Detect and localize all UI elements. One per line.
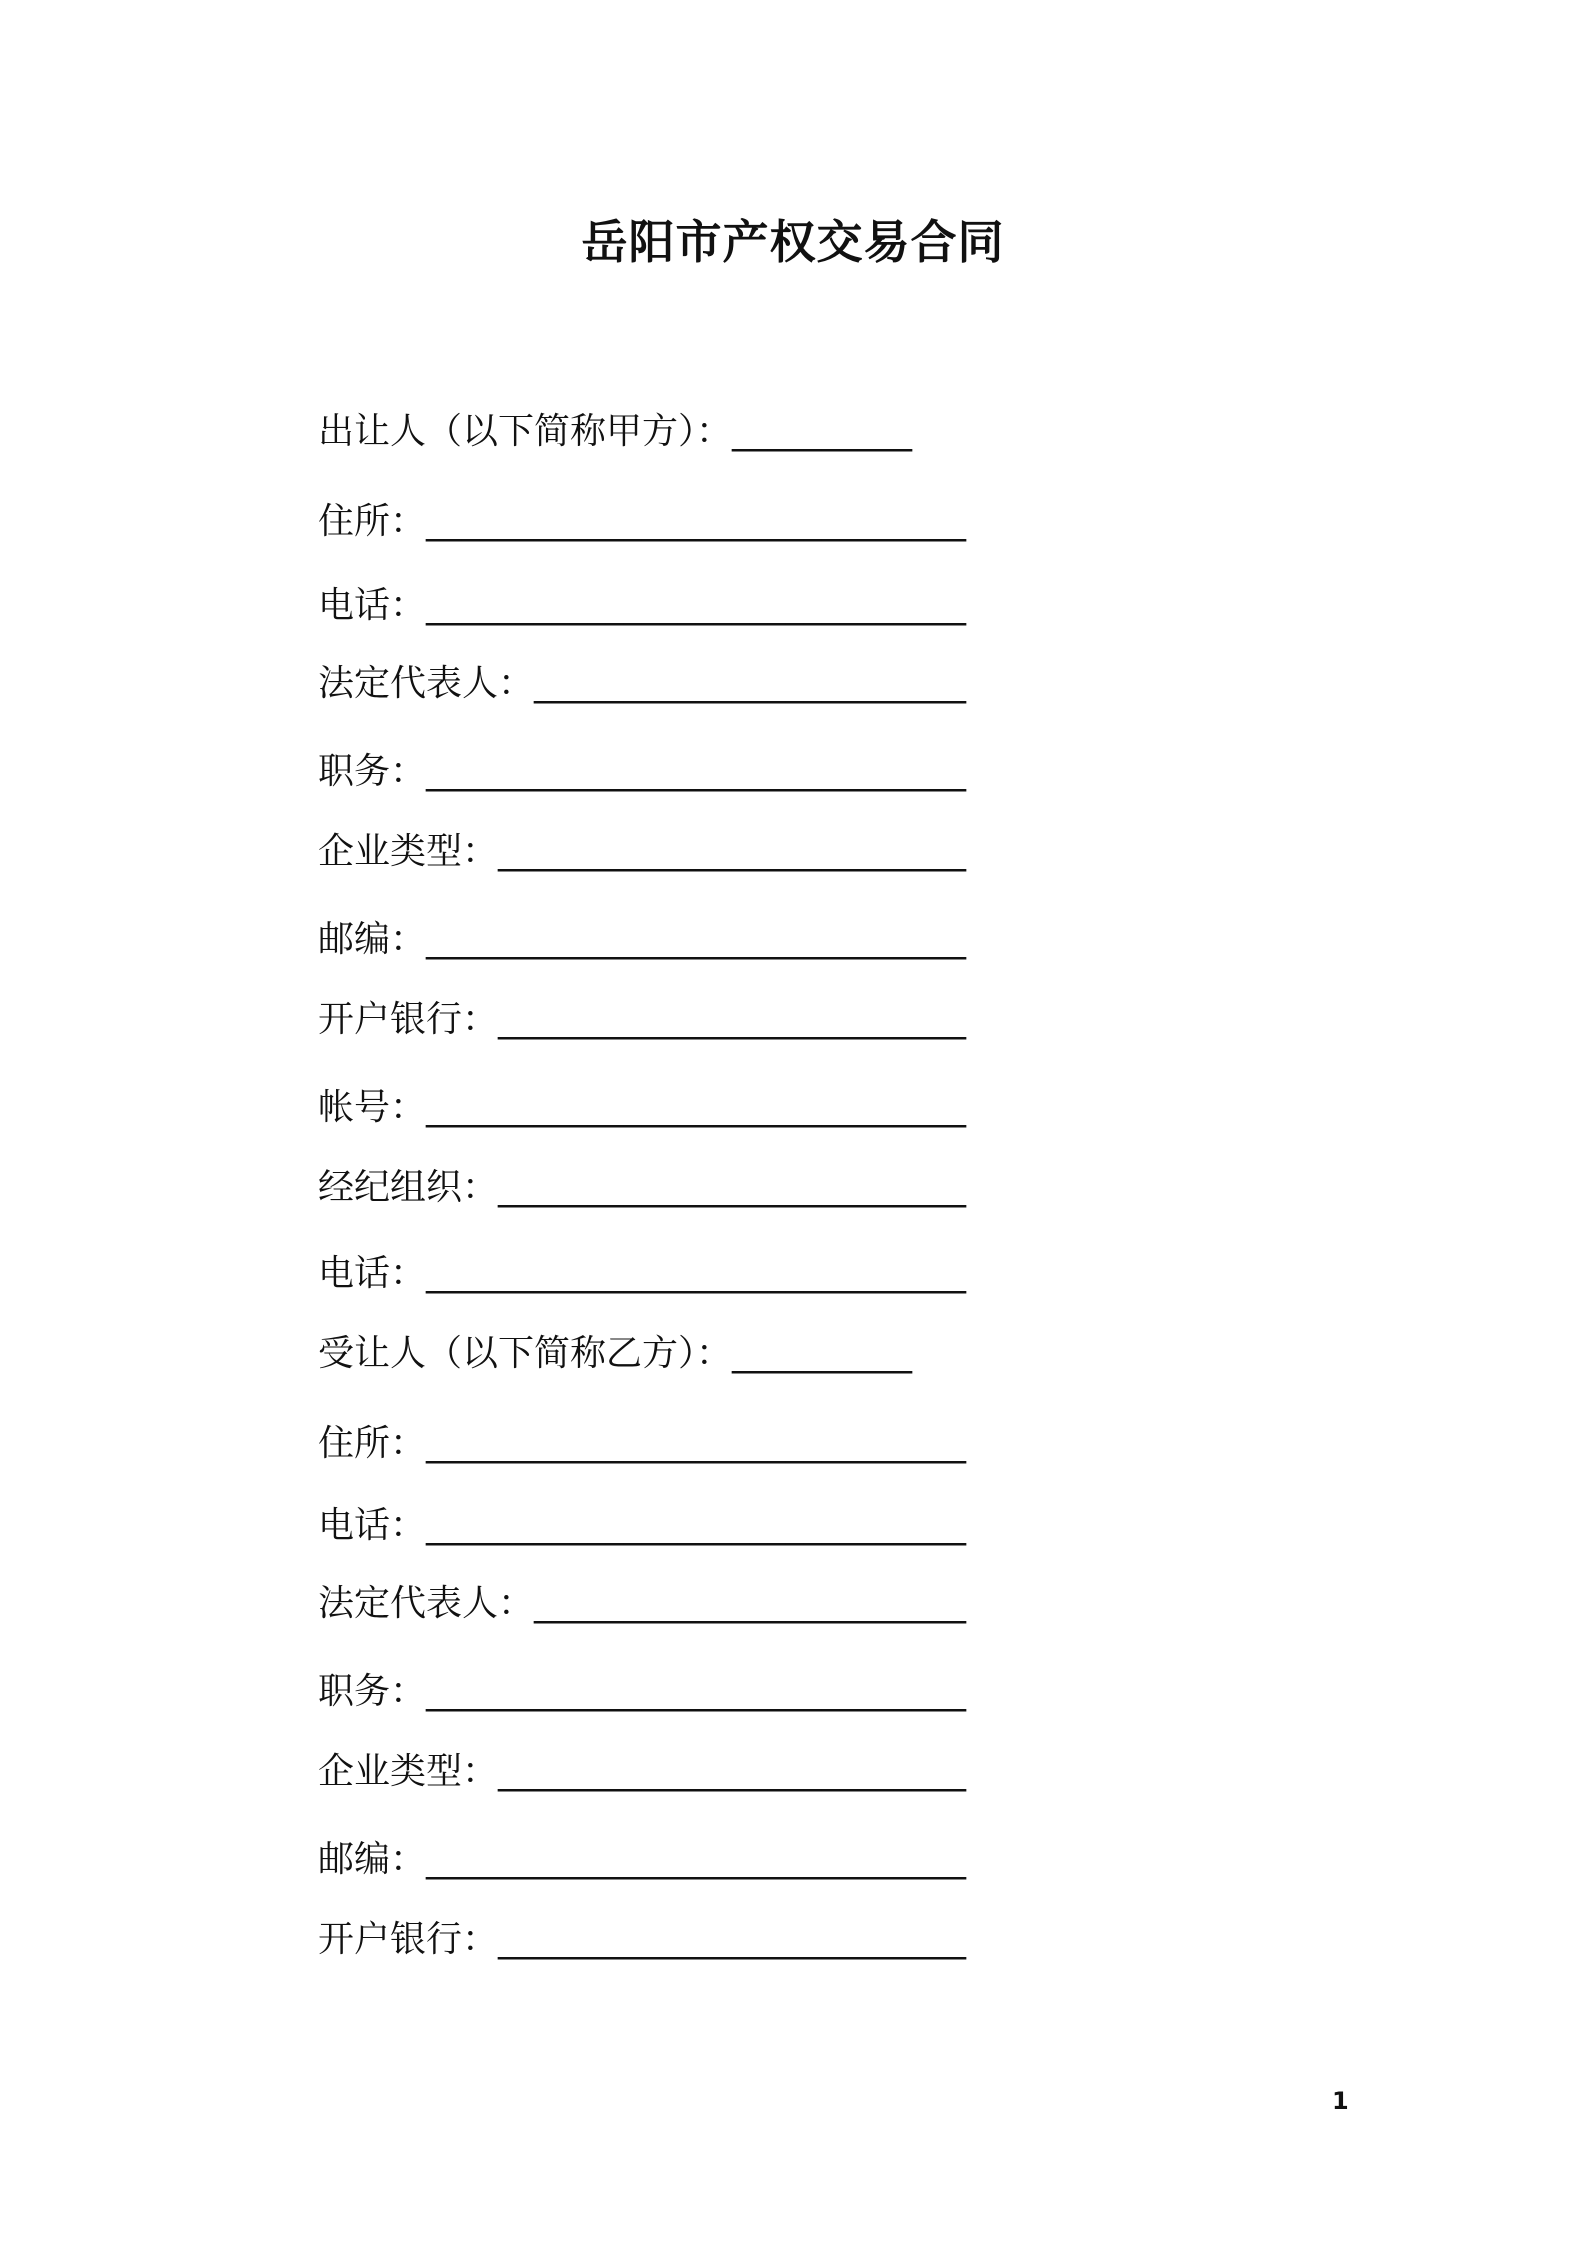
field-label: 住所： (318, 1423, 427, 1464)
field-label: 企业类型： (318, 1751, 499, 1792)
field-account (318, 1084, 966, 1132)
field-blank: ______________________________ (426, 1505, 967, 1546)
field-blank: ______________________________ (426, 1423, 967, 1464)
field-label: 邮编： (318, 919, 427, 960)
field-bank (318, 1916, 966, 1964)
field-label: 法定代表人： (318, 663, 535, 704)
field-legal-representative (318, 1580, 966, 1628)
field-label: 职务： (318, 751, 427, 792)
field-phone (318, 1502, 966, 1550)
field-blank: __________________________ (498, 1751, 967, 1792)
field-transferor (318, 408, 912, 456)
field-enterprise-type (318, 828, 966, 876)
field-blank: ______________________________ (426, 1253, 967, 1294)
field-label: 法定代表人： (318, 1583, 535, 1624)
field-label: 出让人（以下简称甲方）： (318, 411, 733, 452)
field-postcode (318, 1836, 966, 1884)
field-blank: __________ (732, 1333, 913, 1374)
field-address (318, 498, 966, 546)
field-position (318, 1668, 966, 1716)
field-label: 住所： (318, 501, 427, 542)
field-blank: ______________________________ (426, 919, 967, 960)
field-label: 受让人（以下简称乙方）： (318, 1333, 733, 1374)
page-number: 1 (1332, 2087, 1349, 2115)
field-label: 职务： (318, 1671, 427, 1712)
field-blank: ______________________________ (426, 585, 967, 626)
field-legal-representative (318, 660, 966, 708)
field-blank: ________________________ (534, 663, 967, 704)
field-label: 帐号： (318, 1087, 427, 1128)
field-blank: __________________________ (498, 1167, 967, 1208)
field-postcode (318, 916, 966, 964)
field-position (318, 748, 966, 796)
field-blank: ______________________________ (426, 1087, 967, 1128)
field-brokerage-phone (318, 1250, 966, 1298)
field-label: 电话： (318, 1505, 427, 1546)
field-blank: ______________________________ (426, 501, 967, 542)
field-blank: __________ (732, 411, 913, 452)
field-enterprise-type (318, 1748, 966, 1796)
field-blank: __________________________ (498, 1919, 967, 1960)
field-label: 电话： (318, 1253, 427, 1294)
field-label: 企业类型： (318, 831, 499, 872)
field-label: 经纪组织： (318, 1167, 499, 1208)
field-blank: ______________________________ (426, 751, 967, 792)
document-title: 岳阳市产权交易合同 (581, 215, 1005, 269)
field-blank: __________________________ (498, 831, 967, 872)
field-phone (318, 582, 966, 630)
field-blank: __________________________ (498, 999, 967, 1040)
field-label: 邮编： (318, 1839, 427, 1880)
field-label: 开户银行： (318, 999, 499, 1040)
field-blank: ________________________ (534, 1583, 967, 1624)
field-bank (318, 996, 966, 1044)
field-transferee (318, 1330, 912, 1378)
field-blank: ______________________________ (426, 1671, 967, 1712)
field-label: 电话： (318, 585, 427, 626)
field-label: 开户银行： (318, 1919, 499, 1960)
field-brokerage (318, 1164, 966, 1212)
field-blank: ______________________________ (426, 1839, 967, 1880)
field-address (318, 1420, 966, 1468)
